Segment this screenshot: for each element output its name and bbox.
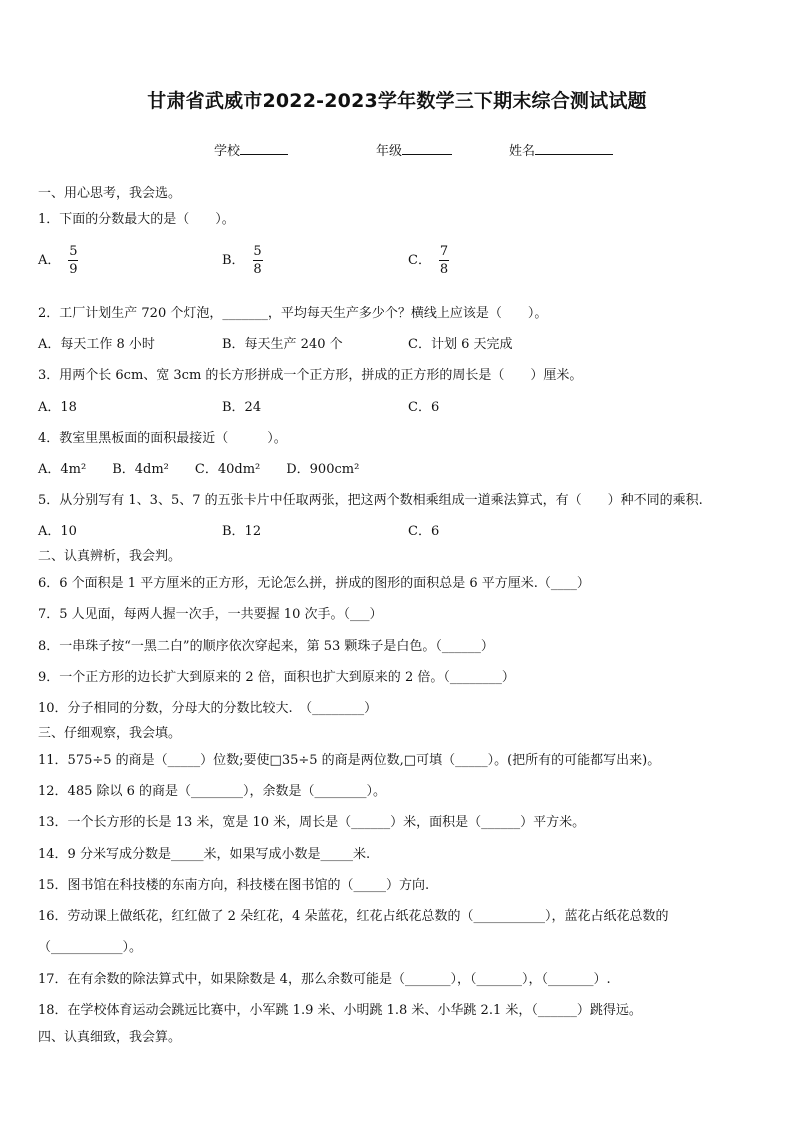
grade-label: 年级 [376,144,403,159]
question-3: 3．用两个长 6cm、宽 3cm 的长方形拼成一个正方形，拼成的正方形的周长是（ ）厘米。 [38,368,583,383]
question-6: 6．6 个面积是 1 平方厘米的正方形，无论怎么拼，拼成的图形的面积总是 6 平方厘米.（____） [38,576,590,591]
fraction [439,244,449,277]
section-heading: 二、认真辨析，我会判。 [38,549,182,564]
q3-option-b: B．24 [222,400,262,415]
question-14: 14．9 分米写成分数是_____米，如果写成小数是_____米. [38,847,371,862]
question-8: 8．一串珠子按“一黑二白”的顺序依次穿起来，第 53 颗珠子是白色。（______） [38,639,494,654]
numerator: 5 [69,244,78,259]
numerator: 7 [439,244,449,259]
option-label: B． [222,253,245,268]
question-2: 2．工厂计划生产 720 个灯泡，_______，平均每天生产多少个？横线上应该是（ ）。 [38,306,548,321]
q5-option-b: B．12 [222,524,262,539]
denominator: 8 [253,262,262,277]
numerator: 5 [253,244,262,259]
option-label: A． [38,253,61,268]
q3-option-a: A．18 [38,400,77,415]
fraction [68,244,78,277]
question-16: 16．劳动课上做纸花，红红做了 2 朵红花，4 朵蓝花，红花占纸花总数的（___________），蓝花占纸花总数的 [38,909,669,924]
q4-options: A．4m² B．4dm² C．40dm² D．900cm² [38,462,360,477]
school-blank [240,142,288,155]
denominator: 8 [439,262,449,277]
q1-option-b [222,244,263,277]
question-9: 9．一个正方形的边长扩大到原来的 2 倍，面积也扩大到原来的 2 倍。（________） [38,670,515,685]
school-field [214,140,288,159]
q1-option-c [408,244,449,277]
q1-option-a [38,244,78,277]
question-4: 4．教室里黑板面的面积最接近（ ）。 [38,431,287,446]
question-7: 7．5 人见面，每两人握一次手，一共要握 10 次手。（___） [38,607,383,622]
question-16-continued: （___________）。 [38,940,143,955]
q5-option-a: A．10 [38,524,77,539]
q2-option-c: C．计划 6 天完成 [408,337,513,352]
question-5: 5．从分别写有 1、3、5、7 的五张卡片中任取两张，把这两个数相乘组成一道乘法算式，有（ ）种不同的乘积. [38,493,703,508]
question-1: 1．下面的分数最大的是（ ）。 [38,212,235,227]
page-title: 甘肃省武威市2022-2023学年数学三下期末综合测试试题 [147,90,647,112]
grade-field [376,140,452,159]
option-label: C． [408,253,431,268]
fraction [253,244,263,277]
question-11: 11．575÷5 的商是（_____）位数;要使□35÷5 的商是两位数,□可填（_____）。(把所有的可能都写出来)。 [38,753,661,768]
grade-blank [402,142,452,155]
q2-option-b: B．每天生产 240 个 [222,337,343,352]
question-17: 17．在有余数的除法算式中，如果除数是 4，那么余数可能是（_______），（_______），（_______）. [38,972,611,987]
section-heading: 三、仔细观察，我会填。 [38,726,182,741]
question-12: 12．485 除以 6 的商是（________），余数是（________）。 [38,784,387,799]
section-heading: 四、认真细致，我会算。 [38,1030,182,1045]
question-13: 13．一个长方形的长是 13 米，宽是 10 米，周长是（______）米，面积是（______）平方米。 [38,815,586,830]
name-field [509,140,613,159]
q3-option-c: C．6 [408,400,440,415]
question-15: 15．图书馆在科技楼的东南方向，科技楼在图书馆的（_____）方向. [38,878,430,893]
q5-option-c: C．6 [408,524,440,539]
name-label: 姓名 [509,144,536,159]
section-heading: 一、用心思考，我会选。 [38,186,182,201]
question-18: 18．在学校体育运动会跳远比赛中，小军跳 1.9 米、小明跳 1.8 米、小华跳 2.1 米，（______）跳得远。 [38,1003,642,1018]
name-blank [535,142,613,155]
denominator: 9 [69,262,78,277]
q2-option-a: A．每天工作 8 小时 [38,337,155,352]
school-label: 学校 [214,144,241,159]
question-10: 10．分子相同的分数，分母大的分数比较大. （________） [38,701,378,716]
